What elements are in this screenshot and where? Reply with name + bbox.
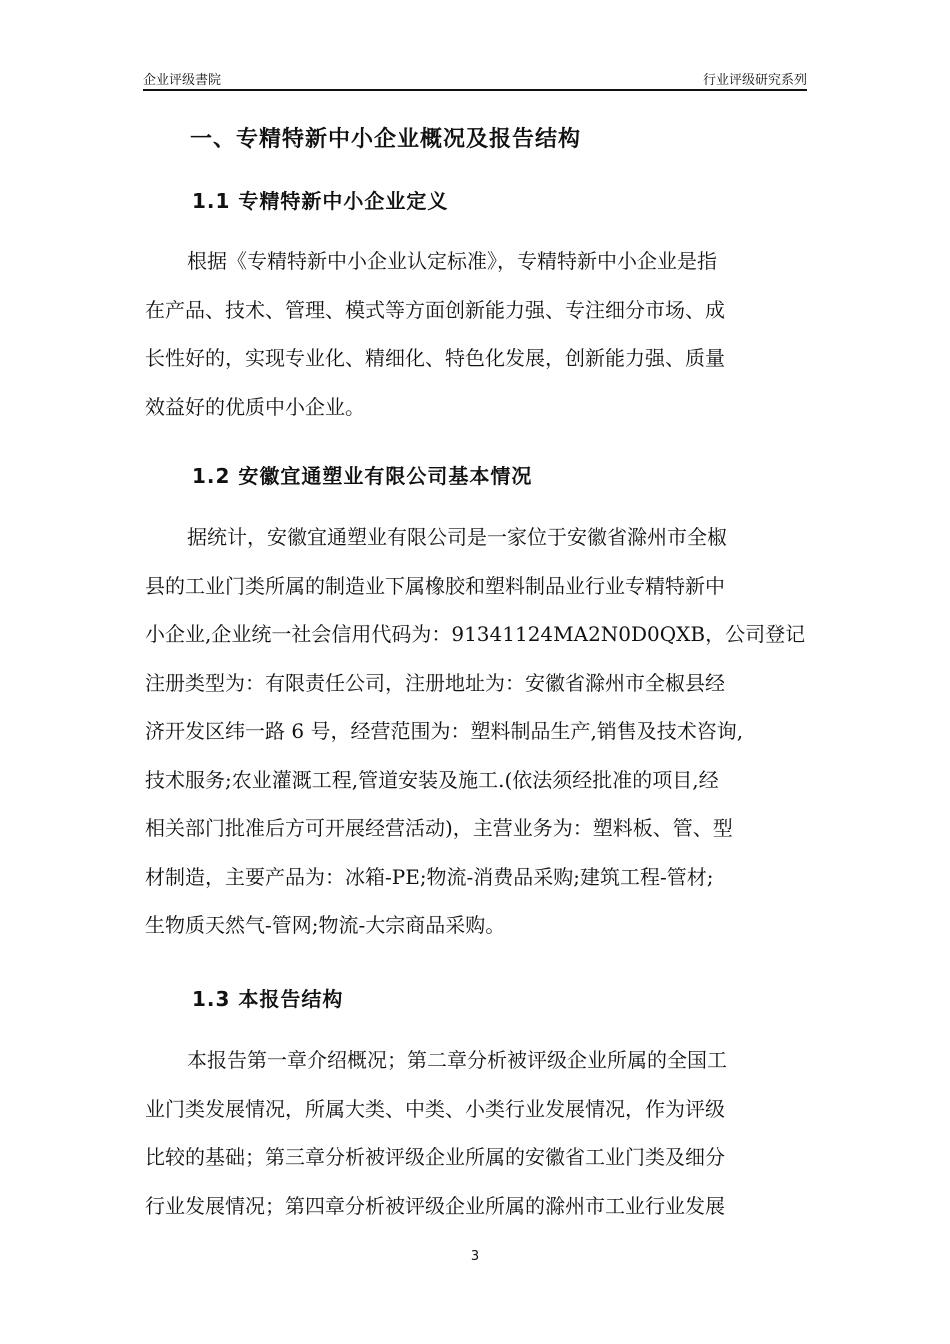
chapter-title: 一、专精特新中小企业概况及报告结构 [190,127,582,152]
paragraph-line: 业门类发展情况，所属大类、中类、小类行业发展情况，作为评级 [145,1096,725,1121]
paragraph-line: 生物质天然气-管网;物流-大宗商品采购。 [145,913,506,937]
paragraph-line: 本报告第一章介绍概况；第二章分析被评级企业所属的全国工 [187,1048,727,1072]
page-header [143,69,807,91]
paragraph-line: 据统计，安徽宜通塑业有限公司是一家位于安徽省滁州市全椒 [187,525,727,549]
section-heading-1-2: 1.2 安徽宜通塑业有限公司基本情况 [192,464,533,488]
paragraph-line: 比较的基础；第三章分析被评级企业所属的安徽省工业门类及细分 [145,1145,725,1169]
section-heading-1-1: 1.1 专精特新中小企业定义 [192,189,449,213]
paragraph-line: 在产品、技术、管理、模式等方面创新能力强、专注细分市场、成 [145,297,725,322]
section-1-2-paragraph [145,513,809,950]
paragraph-line: 材制造，主要产品为：冰箱-PE;物流-消费品采购;建筑工程-管材; [145,864,714,889]
paragraph-line: 效益好的优质中小企业。 [145,394,365,419]
page-number: 3 [470,1249,480,1264]
section-1-1-paragraph [145,237,809,431]
paragraph-line: 注册类型为：有限责任公司，注册地址为：安徽省滁州市全椒县经 [145,670,725,695]
paragraph-line: 行业发展情况；第四章分析被评级企业所属的滁州市工业行业发展 [145,1193,725,1218]
header-left-title: 企业评级書院 [143,73,222,88]
section-heading-1-3: 1.3 本报告结构 [192,987,344,1011]
paragraph-line: 相关部门批准后方可开展经营活动)，主营业务为：塑料板、管、型 [145,816,733,840]
paragraph-line: 济开发区纬一路 6 号，经营范围为：塑料制品生产,销售及技术咨询, [145,719,744,743]
paragraph-line: 县的工业门类所属的制造业下属橡胶和塑料制品业行业专精特新中 [145,573,725,598]
paragraph-line: 技术服务;农业灌溉工程,管道安装及施工.(依法须经批准的项目,经 [145,767,719,792]
paragraph-line: 根据《专精特新中小企业认定标准》，专精特新中小企业是指 [187,249,717,273]
paragraph-line: 长性好的，实现专业化、精细化、特色化发展，创新能力强、质量 [145,346,725,370]
header-right-title: 行业评级研究系列 [702,73,807,88]
paragraph-line: 小企业,企业统一社会信用代码为：91341124MA2N0D0QXB，公司登记 [145,622,806,646]
section-1-3-paragraph [145,1036,809,1230]
